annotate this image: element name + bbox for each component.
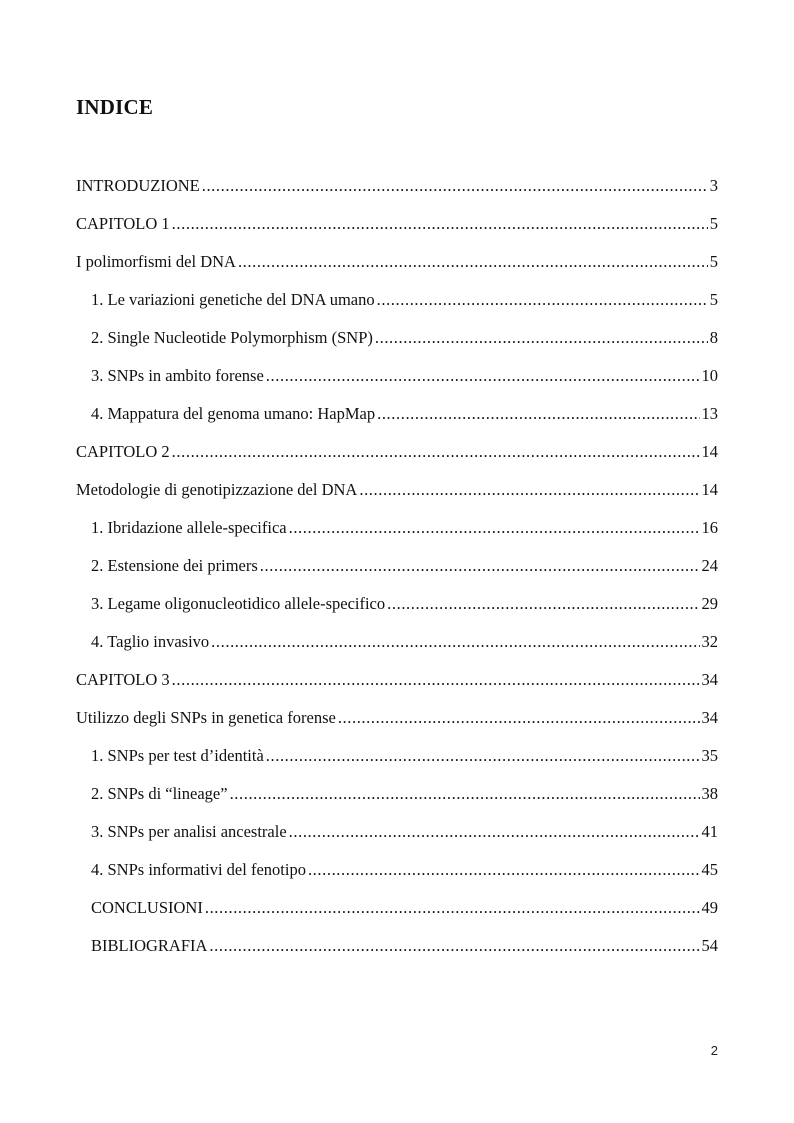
toc-entry-title: 2. Single Nucleotide Polymorphism (SNP) (91, 328, 373, 347)
toc-entry[interactable] (76, 593, 718, 631)
toc-entry[interactable] (76, 631, 718, 669)
toc-entry-title: 3. Legame oligonucleotidico allele-specifico (91, 594, 386, 613)
toc-entry-page: 45 (701, 860, 718, 879)
toc-entry-page: 24 (701, 556, 718, 575)
toc-entry[interactable] (76, 289, 718, 327)
toc-dot-leader (289, 821, 700, 843)
toc-entry-page: 13 (701, 404, 718, 423)
toc-entry-title: 4. Mappatura del genoma umano: HapMap (91, 404, 376, 423)
toc-dot-leader (377, 289, 708, 311)
toc-entry-title: 4. SNPs informativi del fenotipo (91, 860, 306, 879)
toc-dot-leader (289, 517, 700, 539)
toc-entry-page: 3 (709, 176, 718, 195)
toc-dot-leader (387, 593, 699, 615)
toc-dot-leader (266, 745, 700, 767)
toc-entry[interactable] (76, 365, 718, 403)
toc-entry[interactable] (76, 479, 718, 517)
toc-entry[interactable] (76, 403, 718, 441)
toc-entry-page: 41 (701, 822, 718, 841)
toc-entry-title: BIBLIOGRAFIA (91, 936, 208, 955)
toc-dot-leader (266, 365, 700, 387)
toc-entry-page: 16 (701, 518, 718, 537)
toc-dot-leader (230, 783, 700, 805)
toc-entry-page: 8 (709, 328, 718, 347)
toc-dot-leader (209, 935, 699, 957)
toc-entry-title: 1. Le variazioni genetiche del DNA umano (91, 290, 375, 309)
toc-entry-page: 14 (701, 442, 718, 461)
toc-dot-leader (172, 213, 708, 235)
toc-entry[interactable] (76, 213, 718, 251)
toc-dot-leader (238, 251, 708, 273)
toc-entry-page: 34 (701, 708, 718, 727)
toc-entry-title: I polimorfismi del DNA (76, 252, 236, 271)
toc-entry[interactable] (76, 859, 718, 897)
toc-entry-title: 3. SNPs in ambito forense (91, 366, 264, 385)
toc-entry-page: 38 (701, 784, 718, 803)
toc-dot-leader (308, 859, 700, 881)
toc-entry[interactable] (76, 327, 718, 365)
toc-entry-title: 1. Ibridazione allele-specifica (91, 518, 287, 537)
toc-entry-page: 5 (709, 252, 718, 271)
toc-entry-page: 34 (701, 670, 718, 689)
toc-entry[interactable] (76, 745, 718, 783)
toc-entry[interactable] (76, 707, 718, 745)
toc-entry[interactable] (76, 175, 718, 213)
toc-entry[interactable] (76, 441, 718, 479)
toc-entry-title: CAPITOLO 1 (76, 214, 170, 233)
toc-entry-title: Utilizzo degli SNPs in genetica forense (76, 708, 336, 727)
toc-entry[interactable] (76, 251, 718, 289)
toc-entry-title: CAPITOLO 2 (76, 442, 170, 461)
toc-dot-leader (260, 555, 700, 577)
toc-entry[interactable] (76, 669, 718, 707)
toc-entry-title: 2. Estensione dei primers (91, 556, 258, 575)
page-title: INDICE (76, 95, 154, 119)
toc-entry[interactable] (76, 517, 718, 555)
page-number: 2 (710, 1043, 718, 1058)
toc-entry-title: CAPITOLO 3 (76, 670, 170, 689)
toc-entry-page: 54 (701, 936, 718, 955)
toc-dot-leader (172, 441, 700, 463)
toc-dot-leader (211, 631, 699, 653)
toc-entry-page: 14 (701, 480, 718, 499)
toc-entry[interactable] (76, 821, 718, 859)
toc-entry-title: 4. Taglio invasivo (91, 632, 210, 651)
toc-dot-leader (172, 669, 700, 691)
toc-dot-leader (202, 175, 708, 197)
toc-entry-title: 3. SNPs per analisi ancestrale (91, 822, 287, 841)
toc-dot-leader (359, 479, 699, 501)
table-of-contents (76, 175, 718, 973)
toc-entry[interactable] (76, 555, 718, 593)
toc-entry[interactable] (76, 935, 718, 973)
toc-dot-leader (338, 707, 700, 729)
toc-dot-leader (375, 327, 708, 349)
toc-entry[interactable] (76, 897, 718, 935)
toc-entry[interactable] (76, 783, 718, 821)
toc-entry-title: 2. SNPs di “lineage” (91, 784, 228, 803)
toc-entry-title: INTRODUZIONE (76, 176, 200, 195)
toc-entry-title: 1. SNPs per test d’identità (91, 746, 264, 765)
toc-dot-leader (377, 403, 699, 425)
toc-entry-page: 5 (709, 214, 718, 233)
toc-entry-page: 35 (701, 746, 718, 765)
toc-entry-page: 10 (701, 366, 718, 385)
toc-entry-page: 32 (701, 632, 718, 651)
toc-dot-leader (205, 897, 700, 919)
toc-entry-title: CONCLUSIONI (91, 898, 203, 917)
toc-entry-page: 49 (701, 898, 718, 917)
toc-entry-page: 5 (709, 290, 718, 309)
toc-entry-page: 29 (701, 594, 718, 613)
toc-entry-title: Metodologie di genotipizzazione del DNA (76, 480, 358, 499)
